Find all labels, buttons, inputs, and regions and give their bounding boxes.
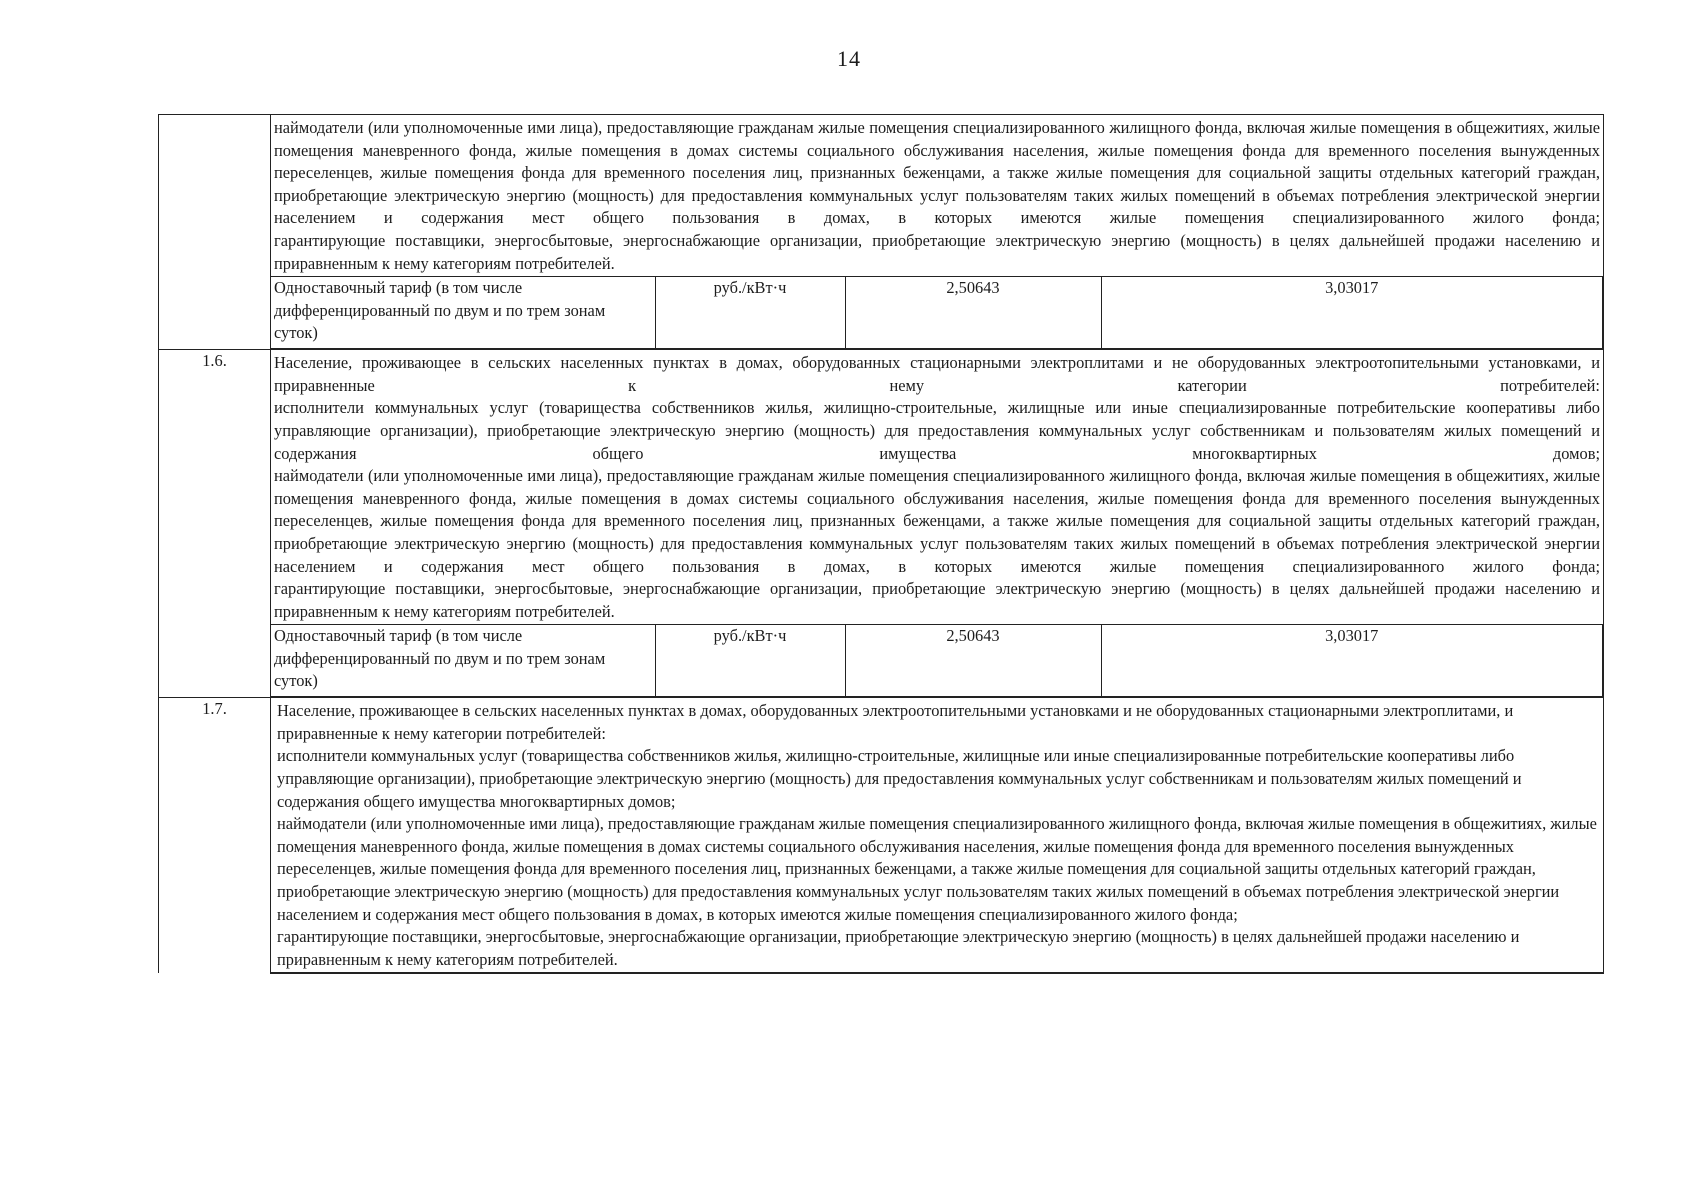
paragraph-suppliers: гарантирующие поставщики, энергосбытовые, энергоснабжающие организации, приобретающие электрическую энергию (мощность) в целях дальнейшей продажи населению и приравненным к нему категориям потребителей. xyxy=(274,230,1600,273)
table-row-1-7 xyxy=(159,698,1604,974)
tariff-unit: руб./кВт·ч xyxy=(655,277,845,349)
tariff-name: Одноставочный тариф (в том числе дифференцированный по двум и по трем зонам суток) xyxy=(271,277,655,349)
tariff-row xyxy=(271,625,1603,697)
paragraph-landlords: наймодатели (или уполномоченные ими лица), предоставляющие гражданам жилые помещения специализированного жилищного фонда, включая жилые помещения в общежитиях, жилые помещения маневренного фонда, жилые помещения в домах системы социального обслуживания населения, жилые помещения фонда для временного поселения вынужденных переселенцев, жилые помещения фонда для временного поселения лиц, признанных беженцами, а также жилые помещения для социальной защиты отдельных категорий граждан, приобретающие электрическую энергию (мощность) для предоставления коммунальных услуг пользователям таких жилых помещений в объемах потребления электрической энергии населением и содержания мест общего пользования в домах, в которых имеются жилые помещения специализированного жилого фонда; xyxy=(274,466,1600,576)
row-content xyxy=(271,698,1604,974)
paragraph-utilities: исполнители коммунальных услуг (товарищества собственников жилья, жилищно-строительные, жилищные или иные специализированные потребительские кооперативы либо управляющие организации), приобретающие электрическую энергию (мощность) для предоставления коммунальных услуг собственникам и пользователям жилых помещений и содержания общего имущества многоквартирных домов; xyxy=(277,746,1522,811)
paragraph-suppliers: гарантирующие поставщики, энергосбытовые, энергоснабжающие организации, приобретающие электрическую энергию (мощность) в целях дальнейшей продажи населению и приравненным к нему категориям потребителей. xyxy=(277,927,1520,969)
tariff-value-1: 2,50643 xyxy=(845,625,1101,697)
row-number-empty xyxy=(159,115,271,350)
tariff-table xyxy=(158,114,1604,974)
row-number: 1.7. xyxy=(159,698,271,974)
row-content xyxy=(271,350,1604,698)
row-content xyxy=(271,115,1604,350)
tariff-row xyxy=(271,277,1603,349)
row-number: 1.6. xyxy=(159,350,271,698)
tariff-unit: руб./кВт·ч xyxy=(655,625,845,697)
paragraph-landlords: наймодатели (или уполномоченные ими лица), предоставляющие гражданам жилые помещения специализированного жилищного фонда, включая жилые помещения в общежитиях, жилые помещения маневренного фонда, жилые помещения в домах системы социального обслуживания населения, жилые помещения фонда для временного поселения вынужденных переселенцев, жилые помещения фонда для временного поселения лиц, признанных беженцами, а также жилые помещения для социальной защиты отдельных категорий граждан, приобретающие электрическую энергию (мощность) для предоставления коммунальных услуг пользователям таких жилых помещений в объемах потребления электрической энергии населением и содержания мест общего пользования в домах, в которых имеются жилые помещения специализированного жилого фонда; xyxy=(274,118,1600,228)
tariff-value-2: 3,03017 xyxy=(1101,625,1603,697)
tariff-value-2: 3,03017 xyxy=(1101,277,1603,349)
page-number: 14 xyxy=(837,46,861,71)
paragraph-category: Население, проживающее в сельских населенных пунктах в домах, оборудованных стационарными электроплитами и не оборудованных электроотопительными установками, и приравненные к нему категории потребителей: xyxy=(274,353,1600,395)
tariff-value-1: 2,50643 xyxy=(845,277,1101,349)
tariff-subtable xyxy=(271,624,1603,697)
table-row-continuation xyxy=(159,115,1604,350)
paragraph-utilities: исполнители коммунальных услуг (товарищества собственников жилья, жилищно-строительные, жилищные или иные специализированные потребительские кооперативы либо управляющие организации), приобретающие электрическую энергию (мощность) для предоставления коммунальных услуг собственникам и пользователям жилых помещений и содержания общего имущества многоквартирных домов; xyxy=(274,398,1600,463)
tariff-subtable xyxy=(271,276,1603,349)
tariff-name: Одноставочный тариф (в том числе дифференцированный по двум и по трем зонам суток) xyxy=(271,625,655,697)
paragraph-category: Население, проживающее в сельских населенных пунктах в домах, оборудованных электроотопительными установками и не оборудованных стационарными электроплитами, и приравненные к нему категории потребителей: xyxy=(277,701,1514,743)
row-description xyxy=(271,115,1603,276)
table-row-1-6 xyxy=(159,350,1604,698)
paragraph-landlords: наймодатели (или уполномоченные ими лица), предоставляющие гражданам жилые помещения специализированного жилищного фонда, включая жилые помещения в общежитиях, жилые помещения маневренного фонда, жилые помещения в домах системы социального обслуживания населения, жилые помещения фонда для временного поселения вынужденных переселенцев, жилые помещения фонда для временного поселения лиц, признанных беженцами, а также жилые помещения для социальной защиты отдельных категорий граждан, приобретающие электрическую энергию (мощность) для предоставления коммунальных услуг пользователям таких жилых помещений в объемах потребления электрической энергии населением и содержания мест общего пользования в домах, в которых имеются жилые помещения специализированного жилого фонда; xyxy=(277,814,1597,924)
row-description xyxy=(274,698,1600,972)
row-description xyxy=(271,350,1603,624)
paragraph-suppliers: гарантирующие поставщики, энергосбытовые, энергоснабжающие организации, приобретающие электрическую энергию (мощность) в целях дальнейшей продажи населению и приравненным к нему категориям потребителей. xyxy=(274,579,1600,621)
